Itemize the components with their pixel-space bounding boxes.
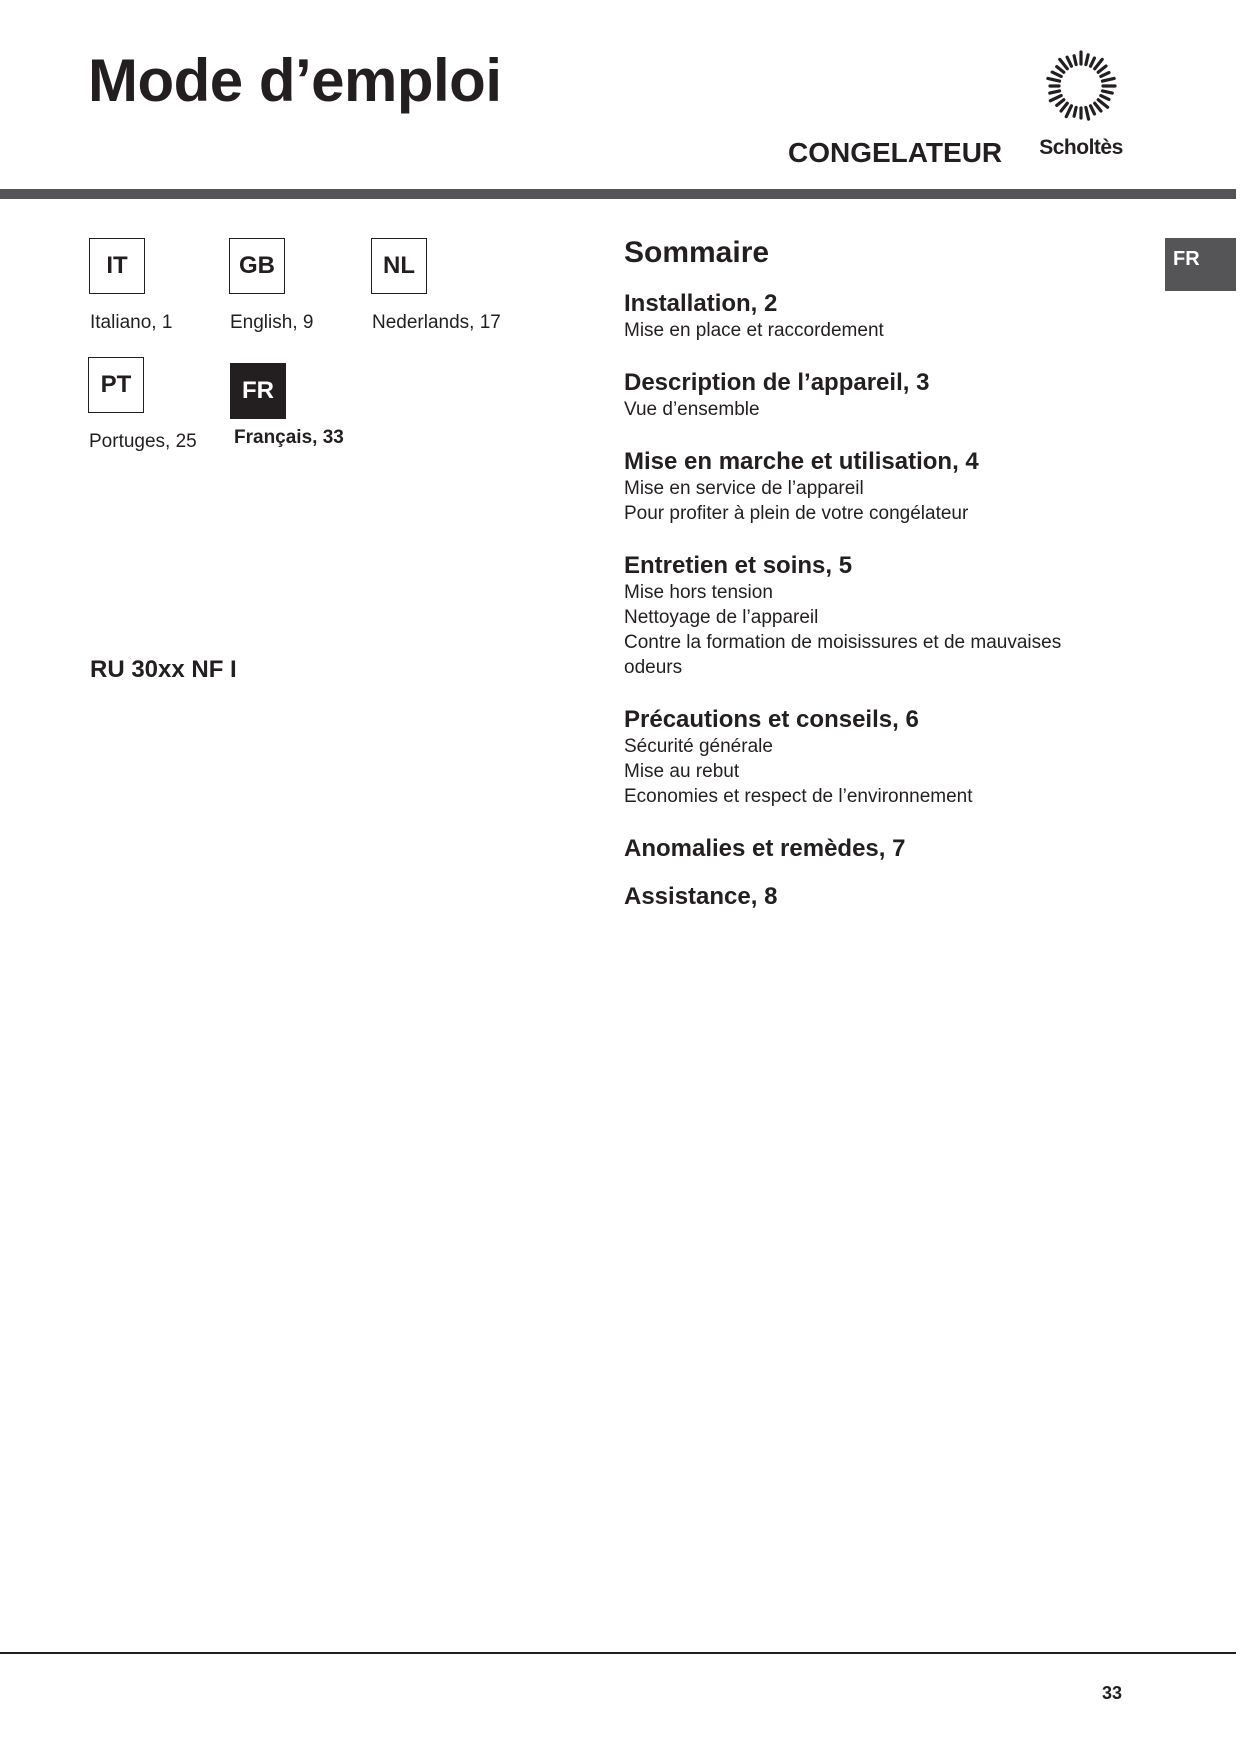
logo-ray — [1050, 91, 1060, 93]
toc-item: Vue d’ensemble — [624, 399, 760, 420]
toc-section-description — [624, 369, 1104, 422]
table-of-contents — [624, 236, 1104, 937]
page-number: 33 — [1102, 1683, 1123, 1703]
page-title: Mode d’emploi — [88, 47, 502, 114]
toc-heading: Assistance, 8 — [624, 883, 778, 910]
toc-item: Sécurité générale — [624, 736, 773, 757]
toc-item: Pour profiter à plein de votre congélateur — [624, 503, 969, 524]
language-gb[interactable] — [229, 238, 314, 333]
logo-ray — [1074, 56, 1076, 65]
toc-heading: Mise en marche et utilisation, 4 — [624, 448, 979, 475]
toc-item: Mise hors tension — [624, 582, 773, 603]
language-code-box: FR — [230, 363, 286, 419]
product-type: CONGELATEUR — [788, 137, 1003, 168]
language-label: Nederlands, 17 — [372, 312, 501, 333]
language-code-box: IT — [89, 238, 145, 294]
toc-section-anomalies — [624, 835, 1104, 863]
language-nl[interactable] — [371, 238, 501, 333]
toc-heading: Installation, 2 — [624, 290, 778, 317]
logo-ray — [1067, 57, 1071, 66]
toc-item: Mise en place et raccordement — [624, 320, 884, 341]
logo-ray — [1052, 72, 1061, 76]
toc-section-precautions — [624, 706, 1104, 809]
toc-item: Nettoyage de l’appareil — [624, 607, 819, 628]
logo-ray — [1102, 78, 1114, 81]
brand-logo — [1038, 48, 1124, 168]
brand-name: Scholtès — [1039, 136, 1123, 159]
language-label: Français, 33 — [234, 427, 344, 448]
toc-heading: Précautions et conseils, 6 — [624, 706, 919, 733]
logo-ray — [1050, 96, 1061, 101]
toc-section-mise-en-marche — [624, 448, 1104, 526]
toc-heading: Description de l’appareil, 3 — [624, 369, 930, 396]
logo-ray — [1098, 66, 1106, 72]
logo-ray — [1091, 58, 1095, 66]
language-label: English, 9 — [230, 312, 314, 333]
logo-ray — [1102, 91, 1112, 93]
logo-ray — [1095, 103, 1101, 111]
model-number: RU 30xx NF I — [90, 656, 237, 683]
toc-section-entretien — [624, 552, 1104, 680]
logo-ray — [1074, 107, 1076, 116]
toc-section-assistance — [624, 883, 1104, 911]
toc-section-installation — [624, 290, 1104, 343]
toc-heading: Entretien et soins, 5 — [624, 552, 853, 579]
toc-item: Mise en service de l’appareil — [624, 478, 864, 499]
logo-ray — [1057, 67, 1064, 73]
logo-ray — [1061, 103, 1067, 111]
logo-ray — [1086, 55, 1088, 65]
language-label: Portuges, 25 — [89, 431, 197, 452]
toc-item: Economies et respect de l’environnement — [624, 786, 973, 807]
language-it[interactable] — [89, 238, 173, 333]
toc-heading: Anomalies et remèdes, 7 — [624, 835, 906, 862]
toc-title: Sommaire — [624, 236, 770, 269]
logo-ray — [1086, 107, 1089, 119]
logo-ray — [1057, 100, 1064, 106]
language-fr[interactable] — [230, 363, 344, 448]
toc-item: Contre la formation de moisissures et de mauvaises — [624, 632, 1062, 653]
logo-ray — [1060, 59, 1067, 68]
language-code-box: NL — [371, 238, 427, 294]
logo-ray — [1101, 96, 1109, 100]
logo-ray — [1098, 100, 1107, 107]
footer-divider — [0, 1652, 1236, 1654]
language-label: Italiano, 1 — [90, 312, 173, 333]
sunburst-logo-icon — [1043, 48, 1119, 124]
toc-item: odeurs — [624, 657, 683, 678]
language-code-box: GB — [229, 238, 285, 294]
language-side-tab: FR — [1165, 238, 1236, 291]
logo-ray — [1066, 106, 1071, 117]
header-divider — [0, 189, 1236, 199]
toc-item: Mise au rebut — [624, 761, 740, 782]
logo-ray — [1091, 106, 1095, 114]
language-pt[interactable] — [88, 357, 197, 452]
logo-ray — [1101, 73, 1109, 77]
logo-ray — [1048, 78, 1060, 81]
language-code-box: PT — [88, 357, 144, 413]
logo-ray — [1095, 59, 1102, 68]
